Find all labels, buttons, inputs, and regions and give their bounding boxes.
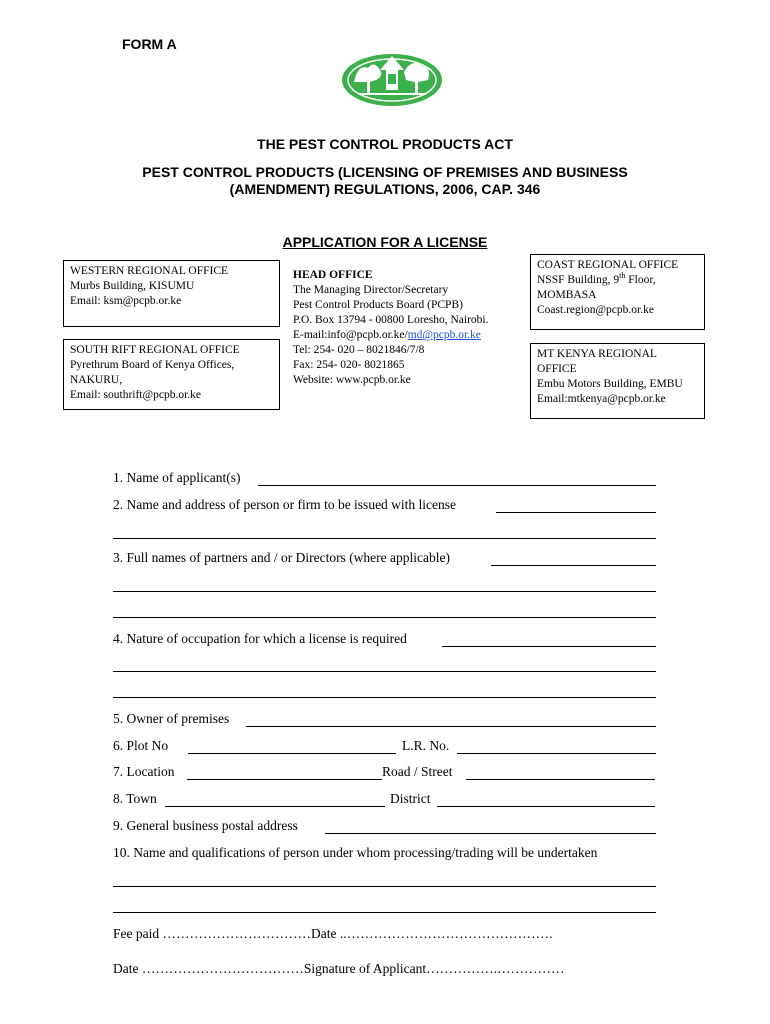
western-office-box [63, 260, 280, 327]
q9-answer-line[interactable] [325, 833, 656, 834]
western-office-name: WESTERN REGIONAL OFFICE [70, 265, 229, 277]
head-office-line1: The Managing Director/Secretary [293, 284, 449, 296]
q7-road-answer-line[interactable] [466, 779, 655, 780]
q5-answer-line[interactable] [246, 726, 656, 727]
q10-label: 10. Name and qualifications of person under whom processing/trading will be undertaken [113, 845, 598, 860]
q5-label: 5. Owner of premises [113, 711, 230, 726]
mt-kenya-office-name-1: MT KENYA REGIONAL [537, 348, 657, 360]
coast-office-email: Coast.region@pcpb.or.ke [537, 304, 654, 316]
q7-location-answer-line[interactable] [187, 779, 382, 780]
regulations-title-line1: PEST CONTROL PRODUCTS (LICENSING OF PREMISES AND BUSINESS [142, 164, 628, 180]
south-rift-office-email: Email: southrift@pcpb.or.ke [70, 389, 201, 401]
head-office-line2: Pest Control Products Board (PCPB) [293, 299, 463, 311]
head-office-name: HEAD OFFICE [293, 269, 373, 281]
q3-answer-line-2[interactable] [113, 591, 656, 592]
south-rift-office-building: Pyrethrum Board of Kenya Offices, [70, 359, 235, 371]
head-office-email: E-mail:info@pcpb.or.ke/ [293, 329, 408, 341]
q1-label: 1. Name of applicant(s) [113, 470, 241, 485]
q6-lr-label: L.R. No. [402, 738, 450, 753]
date-signature-line[interactable]: Date ………………………………Signature of Applicant…………….…………… [113, 961, 565, 976]
q7-road-label: Road / Street [382, 764, 453, 779]
western-office-email: Email: ksm@pcpb.or.ke [70, 295, 182, 307]
mt-kenya-office-building: Embu Motors Building, EMBU [537, 378, 683, 390]
q8-town-answer-line[interactable] [165, 806, 385, 807]
q10-answer-line-2[interactable] [113, 912, 656, 913]
q1-answer-line[interactable] [258, 485, 656, 486]
q8-town-label: 8. Town [113, 791, 157, 806]
mt-kenya-office-email: Email:mtkenya@pcpb.or.ke [537, 393, 666, 405]
regulations-title-line2: (AMENDMENT) REGULATIONS, 2006, CAP. 346 [229, 181, 541, 197]
head-office-email-link[interactable]: md@pcpb.or.ke [407, 329, 481, 341]
pcpb-logo-icon [340, 48, 444, 108]
q4-answer-line-2[interactable] [113, 671, 656, 672]
south-rift-office-town: NAKURU, [70, 374, 123, 386]
form-label: FORM A [122, 36, 177, 52]
q8-district-answer-line[interactable] [437, 806, 655, 807]
coast-office-name: COAST REGIONAL OFFICE [537, 259, 679, 271]
q4-label: 4. Nature of occupation for which a license is required [113, 631, 407, 646]
q7-location-label: 7. Location [113, 764, 175, 779]
mt-kenya-office-name-2: OFFICE [537, 363, 577, 375]
q4-answer-line-3[interactable] [113, 697, 656, 698]
head-office-tel: Tel: 254- 020 – 8021846/7/8 [293, 344, 425, 356]
head-office-fax: Fax: 254- 020- 8021865 [293, 359, 405, 371]
application-title: APPLICATION FOR A LICENSE [282, 234, 488, 250]
q6-plot-label: 6. Plot No [113, 738, 169, 753]
q3-answer-line-3[interactable] [113, 617, 656, 618]
q2-answer-line[interactable] [496, 512, 656, 513]
coast-office-box [530, 254, 705, 330]
q2-answer-line-2[interactable] [113, 538, 656, 539]
south-rift-office-name: SOUTH RIFT REGIONAL OFFICE [70, 344, 240, 356]
q8-district-label: District [390, 791, 431, 806]
q3-answer-line[interactable] [491, 565, 656, 566]
south-rift-office-box [63, 339, 280, 410]
q4-answer-line[interactable] [442, 646, 656, 647]
coast-office-building: NSSF Building, 9th Floor, [537, 271, 656, 286]
q3-label: 3. Full names of partners and / or Directors (where applicable) [113, 550, 451, 565]
act-title: THE PEST CONTROL PRODUCTS ACT [257, 136, 513, 152]
head-office-website: Website: www.pcpb.or.ke [293, 374, 411, 386]
q2-label: 2. Name and address of person or firm to be issued with license [113, 497, 457, 512]
q10-answer-line-1[interactable] [113, 886, 656, 887]
q6-plot-answer-line[interactable] [188, 753, 396, 754]
western-office-building: Murbs Building, KISUMU [70, 280, 195, 292]
head-office-block [293, 268, 489, 388]
q9-label: 9. General business postal address [113, 818, 298, 833]
q6-lr-answer-line[interactable] [457, 753, 656, 754]
head-office-line3: P.O. Box 13794 - 00800 Loresho, Nairobi. [293, 314, 489, 326]
mt-kenya-office-box [530, 343, 705, 419]
fee-paid-line[interactable]: Fee paid ……………………………Date ..………………………………………. [113, 926, 553, 941]
coast-office-town: MOMBASA [537, 289, 597, 301]
